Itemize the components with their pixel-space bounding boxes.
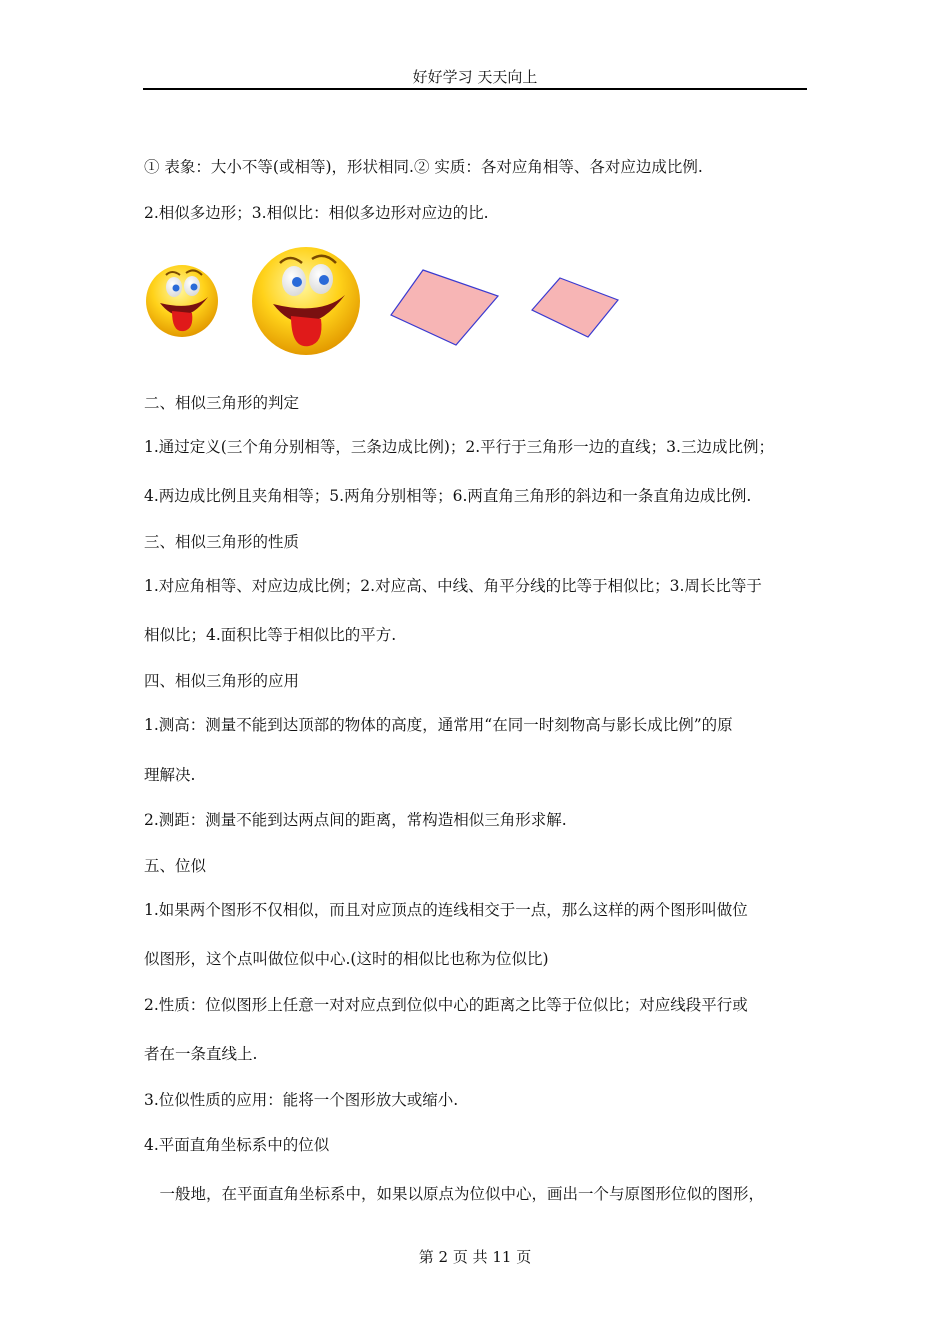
small-smiley-icon (146, 265, 218, 337)
page-footer: 第 2 页 共 11 页 (418, 1248, 532, 1266)
section-heading-5: 五、位似 (144, 857, 207, 875)
text-line-10: 1.测高：测量不能到达顶部的物体的高度，通常用“在同一时刻物高与影长成比例”的原 (144, 716, 733, 734)
section-heading-3: 三、相似三角形的性质 (144, 533, 300, 551)
small-quadrilateral (532, 278, 618, 337)
text-line-2: 2.相似多边形；3.相似比：相似多边形对应边的比. (144, 204, 489, 222)
text-line-5: 4.两边成比例且夹角相等；5.两角分别相等；6.两直角三角形的斜边和一条直角边成比例. (144, 487, 752, 505)
text-line-1: ① 表象：大小不等(或相等)，形状相同.② 实质：各对应角相等、各对应边成比例. (144, 158, 703, 176)
section-heading-2: 二、相似三角形的判定 (144, 394, 300, 412)
text-line-19: 4.平面直角坐标系中的位似 (144, 1136, 330, 1154)
large-quadrilateral (391, 270, 498, 345)
text-line-18: 3.位似性质的应用：能将一个图形放大或缩小. (144, 1091, 459, 1109)
text-line-12: 2.测距：测量不能到达两点间的距离，常构造相似三角形求解. (144, 811, 567, 829)
text-line-4: 1.通过定义(三个角分别相等，三条边成比例)；2.平行于三角形一边的直线；3.三边成比例； (144, 438, 774, 456)
text-line-14: 1.如果两个图形不仅相似，而且对应顶点的连线相交于一点，那么这样的两个图形叫做位 (144, 901, 748, 919)
text-line-20: 一般地，在平面直角坐标系中，如果以原点为位似中心，画出一个与原图形位似的图形， (144, 1185, 765, 1203)
text-line-8: 相似比；4.面积比等于相似比的平方. (144, 626, 397, 644)
text-line-16: 2.性质：位似图形上任意一对对应点到位似中心的距离之比等于位似比；对应线段平行或 (144, 996, 748, 1014)
text-line-17: 者在一条直线上. (144, 1045, 258, 1063)
page-header: 好好学习 天天向上 (143, 66, 807, 90)
figures-svg (140, 244, 630, 360)
section-heading-4: 四、相似三角形的应用 (144, 672, 300, 690)
text-line-11: 理解决. (144, 766, 196, 784)
text-line-15: 似图形，这个点叫做位似中心.(这时的相似比也称为位似比) (144, 950, 549, 968)
text-line-7: 1.对应角相等、对应边成比例；2.对应高、中线、角平分线的比等于相似比；3.周长比等于 (144, 577, 762, 595)
similar-figures-illustration (140, 244, 630, 360)
large-smiley-icon (252, 247, 360, 355)
